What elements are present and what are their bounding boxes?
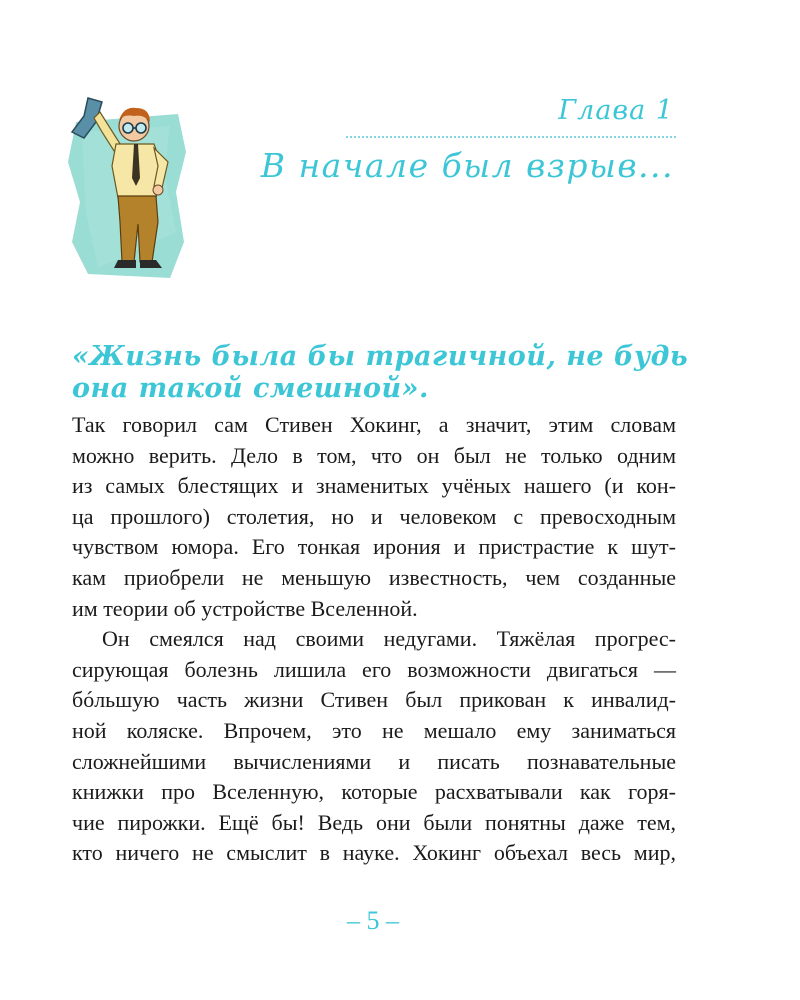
body-line: сирующая болезнь лишила его возможности двигаться —	[72, 656, 676, 682]
body-line: книжки про Вселенную, которые расхватывали как горя-	[72, 779, 676, 805]
body-line: ной коляске. Впрочем, это не мешало ему заниматься	[72, 717, 676, 743]
body-line: кто ничего не смыслит в науке. Хокинг объехал весь мир,	[72, 840, 676, 866]
body-line: чувством юмора. Его тонкая ирония и пристрастие к шут-	[72, 534, 676, 560]
chapter-divider	[346, 136, 676, 138]
body-line: чие пирожки. Ещё бы! Ведь они были понятны даже тем,	[72, 809, 676, 835]
body-line: Так говорил сам Стивен Хокинг, а значит, этим словам	[72, 412, 676, 437]
chapter-label: Глава 1	[558, 95, 674, 126]
body-line: Он смеялся над своими недугами. Тяжёлая прогрес-	[102, 626, 676, 652]
body-line: из самых блестящих и знаменитых учёных нашего (и кон-	[72, 473, 676, 499]
body-line: им теории об устройстве Вселенной.	[72, 595, 418, 621]
body-line: ца прошлого) столетия, но и человеком с превосходным	[72, 503, 676, 529]
body-line: можно верить. Дело в том, что он был не только одним	[72, 442, 676, 468]
body-line: кам приобрели не меньшую известность, чем созданные	[72, 564, 676, 590]
body-line: бóльшую часть жизни Стивен был прикован к инвалид-	[72, 687, 676, 713]
epigraph-line: «Жизнь была бы трагичной, не будь	[72, 341, 689, 372]
body-text	[72, 410, 676, 869]
chapter-title: В начале был взрыв...	[260, 146, 674, 185]
epigraph-quote	[72, 341, 712, 405]
page-number: – 5 –	[347, 906, 399, 935]
boy-with-tie-illustration	[58, 92, 198, 284]
epigraph-line: она такой смешной».	[72, 373, 429, 404]
body-line: сложнейшими вычислениями и писать познавательные	[72, 748, 676, 774]
